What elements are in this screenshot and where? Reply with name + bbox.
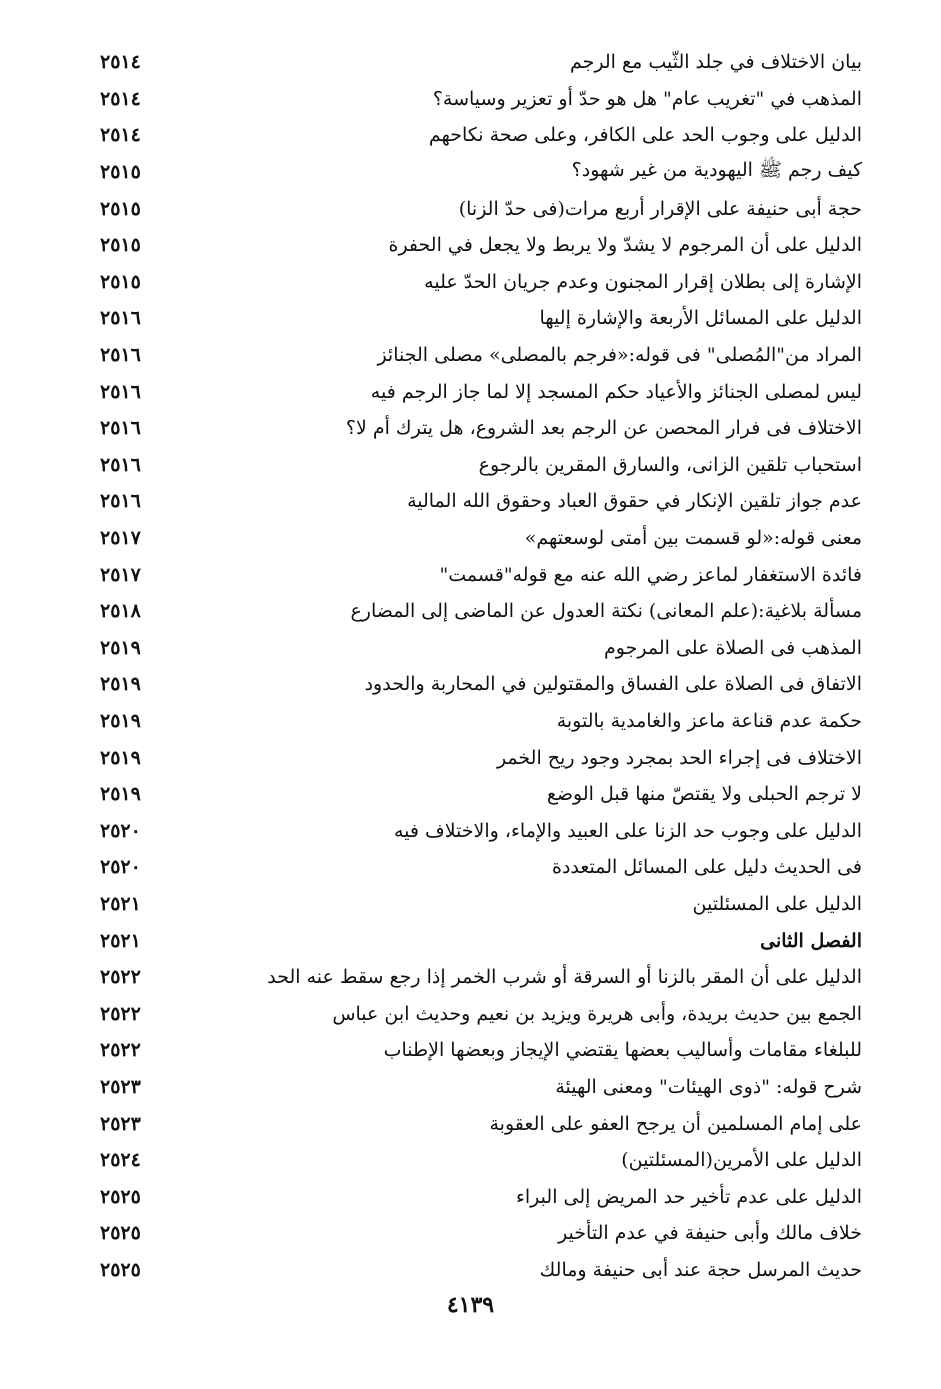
toc-entry-page: ٢٥١٤: [100, 124, 141, 147]
toc-entry-page: ٢٥٢٠: [100, 856, 141, 879]
toc-entry-page: ٢٥١٩: [100, 746, 141, 769]
toc-entry: [100, 703, 862, 740]
toc-entry-page: ٢٥١٥: [100, 161, 141, 184]
toc-entry-page: ٢٥٢٥: [100, 1258, 141, 1281]
toc-entry-page: ٢٥١٩: [100, 636, 141, 659]
toc-entry-title: الدليل على أن المرجوم لا يشدّ ولا يربط ولا يجعل في الحفرة: [388, 234, 862, 257]
toc-entry-title: الدليل على الأمرين(المسئلتين): [621, 1149, 862, 1172]
toc-entry-page: ٢٥٢٢: [100, 966, 141, 989]
toc-entry-title: عدم جواز تلقين الإنكار في حقوق العباد وحقوق الله المالية: [407, 490, 862, 513]
toc-entry-page: ٢٥١٥: [100, 197, 141, 220]
toc-entry-title: الاختلاف فى فرار المحصن عن الرجم بعد الشروع، هل يترك أم لا؟: [345, 417, 862, 440]
toc-entry-page: ٢٥١٩: [100, 783, 141, 806]
toc-entry-title: المراد من"المُصلى" فى قوله:«فرجم بالمصلى» مصلى الجنائز: [377, 344, 862, 367]
toc-entry-page: ٢٥٢١: [100, 892, 141, 915]
toc-entry-title: ليس لمصلى الجنائز والأعياد حكم المسجد إلا لما جاز الرجم فيه: [370, 380, 862, 403]
toc-entry-page: ٢٥٢٤: [100, 1149, 141, 1172]
toc-entry-title: الاتفاق فى الصلاة على الفساق والمقتولين في المحاربة والحدود: [364, 673, 862, 696]
toc-entry-title: الدليل على وجوب الحد على الكافر، وعلى صحة نكاحهم: [428, 124, 862, 147]
toc-entry-title: خلاف مالك وأبى حنيفة في عدم التأخير: [558, 1222, 862, 1245]
toc-entry-page: ٢٥١٦: [100, 490, 141, 513]
toc-entry-title: الدليل على أن المقر بالزنا أو السرقة أو شرب الخمر إذا رجع سقط عنه الحد: [267, 966, 862, 989]
table-of-contents: [100, 44, 862, 1288]
toc-entry: [100, 227, 862, 264]
toc-entry: [100, 739, 862, 776]
toc-entry: [100, 483, 862, 520]
toc-entry: [100, 1252, 862, 1289]
toc-entry: [100, 1215, 862, 1252]
toc-entry-title: شرح قوله: "ذوى الهيئات" ومعنى الهيئة: [555, 1075, 862, 1098]
toc-entry: [100, 447, 862, 484]
toc-entry: [100, 190, 862, 227]
toc-entry-title: الاختلاف فى إجراء الحد بمجرد وجود ريح الخمر: [496, 746, 862, 769]
toc-entry-page: ٢٥١٧: [100, 527, 141, 550]
toc-entry-title: للبلغاء مقامات وأساليب بعضها يقتضي الإيجاز وبعضها الإطناب: [383, 1039, 862, 1062]
toc-entry: [100, 44, 862, 81]
toc-entry: [100, 556, 862, 593]
toc-entry-page: ٢٥١٧: [100, 563, 141, 586]
toc-entry-page: ٢٥١٩: [100, 673, 141, 696]
toc-entry: [100, 1069, 862, 1106]
toc-entry: [100, 812, 862, 849]
toc-entry: [100, 154, 862, 191]
toc-entry-page: ٢٥١٦: [100, 380, 141, 403]
toc-entry: [100, 776, 862, 813]
toc-entry-page: ٢٥٢٠: [100, 819, 141, 842]
toc-entry: [100, 1142, 862, 1179]
toc-entry: [100, 1178, 862, 1215]
toc-entry-page: ٢٥١٨: [100, 600, 141, 623]
toc-entry: [100, 81, 862, 118]
toc-entry-page: ٢٥١٥: [100, 234, 141, 257]
toc-entry: [100, 886, 862, 923]
toc-entry-title: على إمام المسلمين أن يرجح العفو على العقوبة: [489, 1112, 862, 1135]
toc-entry-page: ٢٥٢٣: [100, 1112, 141, 1135]
toc-entry-page: ٢٥١٦: [100, 417, 141, 440]
toc-entry-page: ٢٥٢٢: [100, 1039, 141, 1062]
toc-entry: [100, 410, 862, 447]
toc-entry-title: استحباب تلقين الزانى، والسارق المقرين بالرجوع: [478, 453, 862, 476]
section-heading: الفصل الثانى: [760, 929, 862, 952]
page-number: ٤١٣٩: [446, 1292, 495, 1318]
toc-entry-page: ٢٥٢٥: [100, 1222, 141, 1245]
toc-entry-page: ٢٥٢٥: [100, 1185, 141, 1208]
toc-entry-page: ٢٥١٦: [100, 307, 141, 330]
toc-entry: [100, 337, 862, 374]
toc-entry: [100, 630, 862, 667]
toc-entry: [100, 593, 862, 630]
toc-entry: [100, 373, 862, 410]
toc-entry: [100, 264, 862, 301]
toc-entry-title: الإشارة إلى بطلان إقرار المجنون وعدم جريان الحدّ عليه: [424, 270, 862, 293]
toc-entry-title: حجة أبى حنيفة على الإقرار أربع مرات(فى حدّ الزنا): [458, 197, 862, 220]
toc-entry-page: ٢٥١٥: [100, 270, 141, 293]
toc-entry-title: كيف رجم ﷺ اليهودية من غير شهود؟: [571, 159, 862, 182]
toc-entry-title: المذهب في "تغريب عام" هل هو حدّ أو تعزير وسياسة؟: [432, 87, 862, 110]
toc-entry-page: ٢٥١٩: [100, 709, 141, 732]
toc-entry-page: ٢٥١٦: [100, 453, 141, 476]
toc-entry-title: فائدة الاستغفار لماعز رضي الله عنه مع قوله"قسمت": [439, 563, 862, 586]
toc-entry-title: الجمع بين حديث بريدة، وأبى هريرة ويزيد بن نعيم وحديث ابن عباس: [332, 1002, 862, 1025]
toc-entry: [100, 995, 862, 1032]
toc-entry: [100, 922, 862, 959]
toc-entry: [100, 300, 862, 337]
toc-entry-title: مسألة بلاغية:(علم المعانى) نكتة العدول عن الماضى إلى المضارع: [350, 600, 862, 623]
toc-entry-title: لا ترجم الحبلى ولا يقتصّ منها قبل الوضع: [546, 783, 862, 806]
toc-entry-title: معنى قوله:«لو قسمت بين أمتى لوسعتهم»: [524, 527, 862, 550]
toc-entry: [100, 520, 862, 557]
toc-entry-page: ٢٥٢١: [100, 929, 141, 952]
toc-entry-title: المذهب فى الصلاة على المرجوم: [604, 636, 862, 659]
toc-entry-title: بيان الاختلاف في جلد الثّيب مع الرجم: [570, 51, 862, 74]
toc-entry-title: حديث المرسل حجة عند أبى حنيفة ومالك: [539, 1258, 862, 1281]
toc-entry-page: ٢٥١٦: [100, 344, 141, 367]
toc-entry-page: ٢٥١٤: [100, 51, 141, 74]
toc-entry-page: ٢٥٢٣: [100, 1075, 141, 1098]
toc-entry-title: فى الحديث دليل على المسائل المتعددة: [551, 856, 862, 879]
toc-entry: [100, 117, 862, 154]
toc-entry-title: الدليل على المسئلتين: [692, 892, 862, 915]
toc-entry-title: الدليل على عدم تأخير حد المريض إلى البراء: [515, 1185, 862, 1208]
toc-entry-page: ٢٥٢٢: [100, 1002, 141, 1025]
toc-entry: [100, 1032, 862, 1069]
toc-entry: [100, 1105, 862, 1142]
toc-entry: [100, 959, 862, 996]
toc-entry-page: ٢٥١٤: [100, 87, 141, 110]
toc-entry-title: الدليل على المسائل الأربعة والإشارة إليها: [539, 307, 862, 330]
toc-entry: [100, 849, 862, 886]
toc-entry-title: الدليل على وجوب حد الزنا على العبيد والإماء، والاختلاف فيه: [393, 819, 862, 842]
toc-entry: [100, 666, 862, 703]
toc-entry-title: حكمة عدم قناعة ماعز والغامدية بالتوبة: [556, 709, 862, 732]
